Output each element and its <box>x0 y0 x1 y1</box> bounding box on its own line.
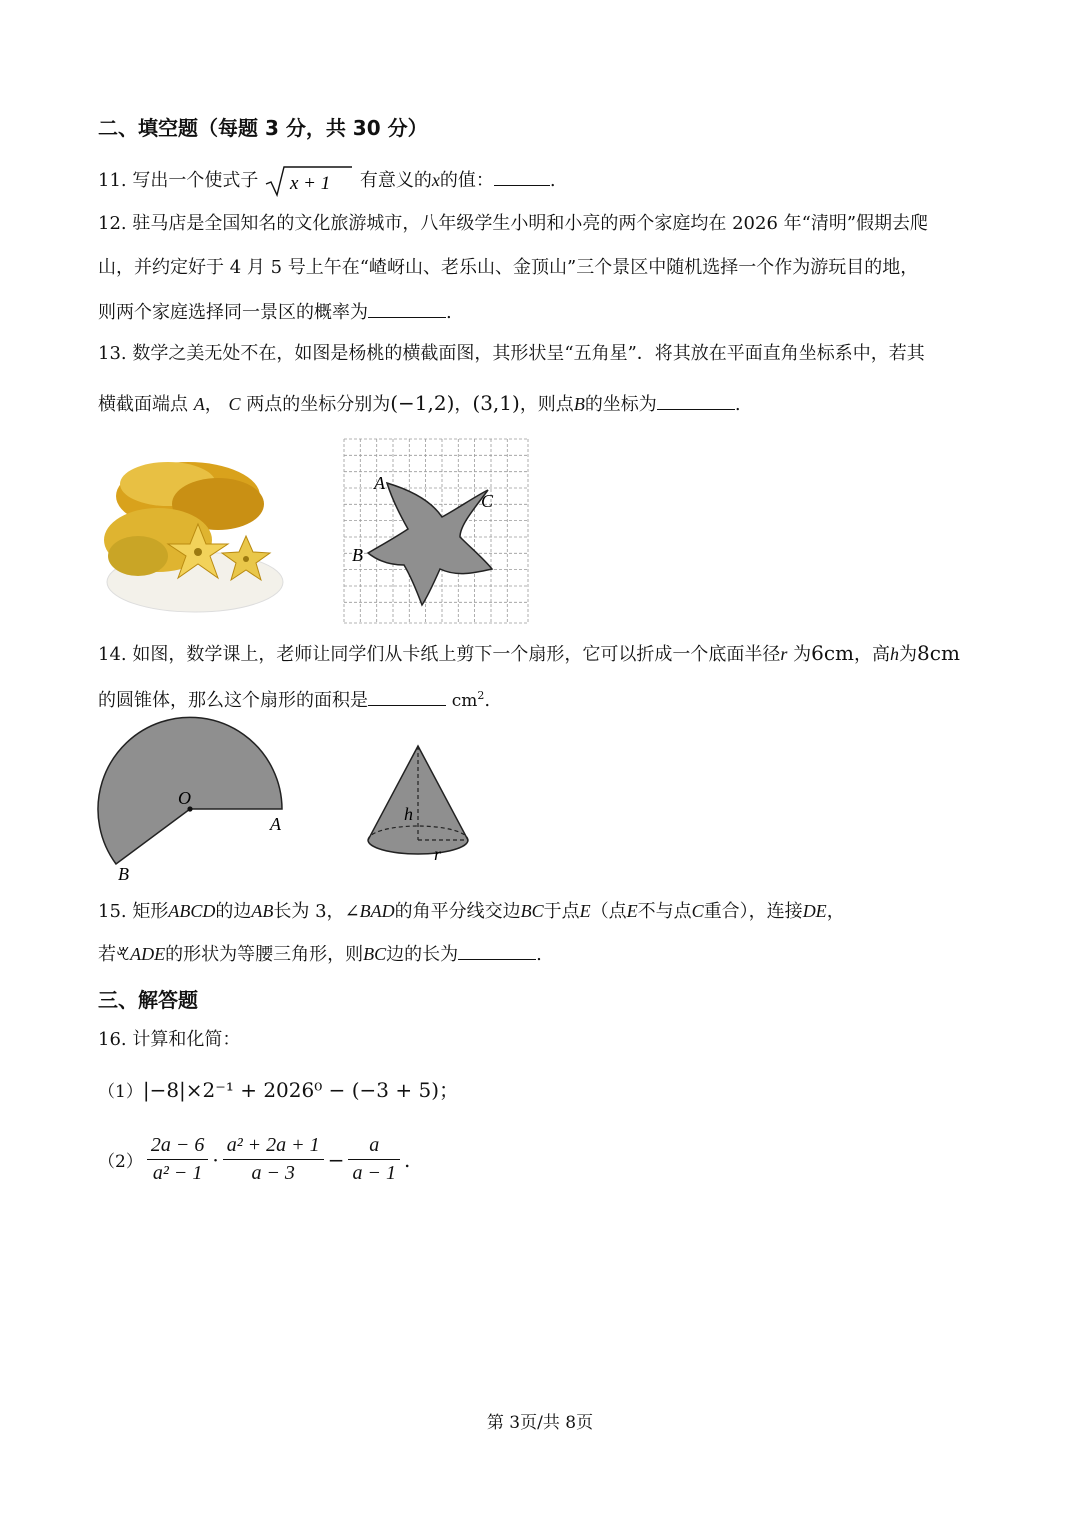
side-bc-2: BC <box>363 944 387 964</box>
minus-operator: − <box>327 1147 345 1172</box>
point-e-2: E <box>626 901 638 921</box>
coord-c: (3,1) <box>472 391 520 415</box>
q13-text-2c: ，则点 <box>519 394 574 415</box>
page-footer: 第 3页/共 8页 <box>486 1413 594 1433</box>
question-number: 11. <box>98 170 127 191</box>
question-15-line-1 <box>98 901 845 922</box>
q15-t12: 边的长为 <box>386 944 459 965</box>
triangle-ade: ADE <box>130 944 166 964</box>
sector-figure <box>92 712 302 884</box>
q14-text-2: 的圆锥体，那么这个扇形的面积是 <box>98 690 368 711</box>
q14-text-1a: 如图，数学课上，老师让同学们从卡纸上剪下一个扇形，它可以折成一个底面半径 <box>132 644 781 665</box>
question-11 <box>98 164 556 198</box>
fraction-1 <box>147 1134 209 1185</box>
q15-t1: 矩形 <box>132 901 169 922</box>
point-e: E <box>579 901 591 921</box>
question-12-line-1 <box>98 214 928 234</box>
question-14-line-2 <box>98 686 490 711</box>
question-number: 13. <box>98 343 127 364</box>
question-number: 14. <box>98 644 127 665</box>
q13-text-2a: 横截面端点 <box>98 394 188 415</box>
fraction-3-numerator: a <box>348 1134 400 1160</box>
answer-blank-13[interactable] <box>657 393 735 410</box>
q15-t6: （点 <box>590 901 627 922</box>
q15-t11: 的形状为等腰三角形，则 <box>165 944 364 965</box>
question-16 <box>98 1030 240 1050</box>
q12-text-1: 驻马店是全国知名的文化旅游城市，八年级学生小明和小亮的两个家庭均在 2026 年“清明”假期去爬 <box>132 213 929 234</box>
q13-sep-2: ， <box>454 394 473 415</box>
q13-text-2d: 的坐标为 <box>584 394 657 415</box>
point-c: C <box>691 901 704 921</box>
fraction-2-denominator: a − 3 <box>251 1162 295 1184</box>
part-label-1: （1） <box>98 1082 143 1102</box>
h-value: 8cm <box>917 641 960 665</box>
triangle-symbol: ꕩ <box>116 944 131 965</box>
question-15-line-2 <box>98 943 542 965</box>
point-c: C <box>228 394 241 414</box>
fraction-1-denominator: a² − 1 <box>152 1162 203 1184</box>
sqrt-expression <box>264 164 354 198</box>
q13-end: . <box>734 394 741 415</box>
q11-text-c: 的值： <box>439 170 494 191</box>
q14-text-1d: 为 <box>899 644 918 665</box>
q13-sep: ， <box>204 394 223 415</box>
angle-bad: BAD <box>359 901 395 921</box>
q15-t3: 长为 3， <box>273 901 345 922</box>
side-ab: AB <box>251 901 274 921</box>
q11-var-x: x <box>431 170 440 190</box>
label-a: A <box>374 473 385 493</box>
fraction-3 <box>348 1134 400 1185</box>
fraction-2-numerator: a² + 2a + 1 <box>223 1134 324 1160</box>
coord-a: (−1,2) <box>390 391 455 415</box>
cone-figure <box>360 740 480 866</box>
starfruit-grid-figure <box>342 437 530 625</box>
label-c: C <box>481 491 494 511</box>
part-2-end: . <box>403 1147 411 1172</box>
point-a: A <box>193 394 205 414</box>
expression-1: |−8|×2⁻¹ + 2026⁰ − (−3 + 5) <box>142 1078 439 1102</box>
section-title-answer: 三、解答题 <box>98 988 198 1012</box>
answer-blank-12[interactable] <box>368 301 446 318</box>
q15-t8: 重合），连接 <box>703 901 803 922</box>
q13-text-1: 数学之美无处不在，如图是杨桃的横截面图，其形状呈“五角星”．将其放在平面直角坐标系中，若其 <box>132 343 925 364</box>
section-title-fill-in: 二、填空题（每题 3 分，共 30 分） <box>98 116 428 140</box>
r-value: 6cm <box>811 641 855 665</box>
unit-cm: cm <box>451 691 478 711</box>
segment-de: DE <box>802 901 827 921</box>
question-12-line-2: 山，并约定好于 4 月 5 号上午在“嵖岈山、老乐山、金顶山”三个景区中随机选择一个作为游玩目的地， <box>98 257 919 278</box>
q11-end: . <box>549 170 556 191</box>
rect-abcd: ABCD <box>168 901 216 921</box>
fraction-2 <box>223 1134 324 1185</box>
var-h: h <box>890 644 900 664</box>
q14-text-1b: 为 <box>793 644 812 665</box>
label-r: r <box>434 844 442 864</box>
label-o: O <box>178 788 191 808</box>
sqrt-radicand: x + 1 <box>290 173 331 194</box>
label-b: B <box>118 864 129 884</box>
q11-text-b: 有意义的 <box>359 170 432 191</box>
q11-text: 写出一个使式子 <box>132 170 259 191</box>
var-r: r <box>780 644 788 664</box>
fraction-1-numerator: 2a − 6 <box>147 1134 209 1160</box>
question-number: 15. <box>98 901 127 922</box>
fraction-3-denominator: a − 1 <box>352 1162 396 1184</box>
starfruit-photo <box>98 444 288 626</box>
part-1-end: ； <box>439 1078 459 1102</box>
dot-operator: · <box>212 1147 219 1172</box>
q16-part-1 <box>98 1074 459 1103</box>
q15-t7: 不与点 <box>637 901 692 922</box>
question-14-line-1 <box>98 643 960 665</box>
q15-t4: 的角平分线交边 <box>394 901 521 922</box>
question-number: 16. <box>98 1029 127 1050</box>
q12-text-3: 则两个家庭选择同一景区的概率为 <box>98 302 368 323</box>
label-a: A <box>270 814 281 834</box>
sqrt-radical-sign <box>264 164 354 198</box>
q15-t9: ， <box>826 901 845 922</box>
question-12-line-3 <box>98 301 452 323</box>
label-h: h <box>404 804 413 824</box>
q14-text-1c: ，高 <box>854 644 891 665</box>
q14-end: . <box>484 690 491 711</box>
question-number: 12. <box>98 213 127 234</box>
answer-blank-14[interactable] <box>368 689 446 706</box>
q15-t2: 的边 <box>215 901 252 922</box>
unit-exponent: 2 <box>477 689 485 702</box>
q13-text-2b: 两点的坐标分别为 <box>246 394 391 415</box>
angle-symbol: ∠ <box>344 901 360 922</box>
question-13-line-2 <box>98 393 741 415</box>
question-13-line-1 <box>98 344 925 364</box>
q15-end: . <box>536 944 542 965</box>
point-b: B <box>573 394 585 414</box>
q16-text: 计算和化简： <box>132 1029 241 1050</box>
answer-blank-15[interactable] <box>458 943 536 960</box>
side-bc: BC <box>520 901 544 921</box>
q15-t5: 于点 <box>543 901 580 922</box>
q15-t10: 若 <box>98 944 116 965</box>
five-pointed-star-shape <box>368 483 492 605</box>
label-b: B <box>352 545 363 565</box>
q12-end: . <box>446 302 452 323</box>
q16-part-2 <box>98 1134 410 1185</box>
answer-blank-11[interactable] <box>494 169 550 186</box>
part-label-2: （2） <box>98 1152 143 1172</box>
